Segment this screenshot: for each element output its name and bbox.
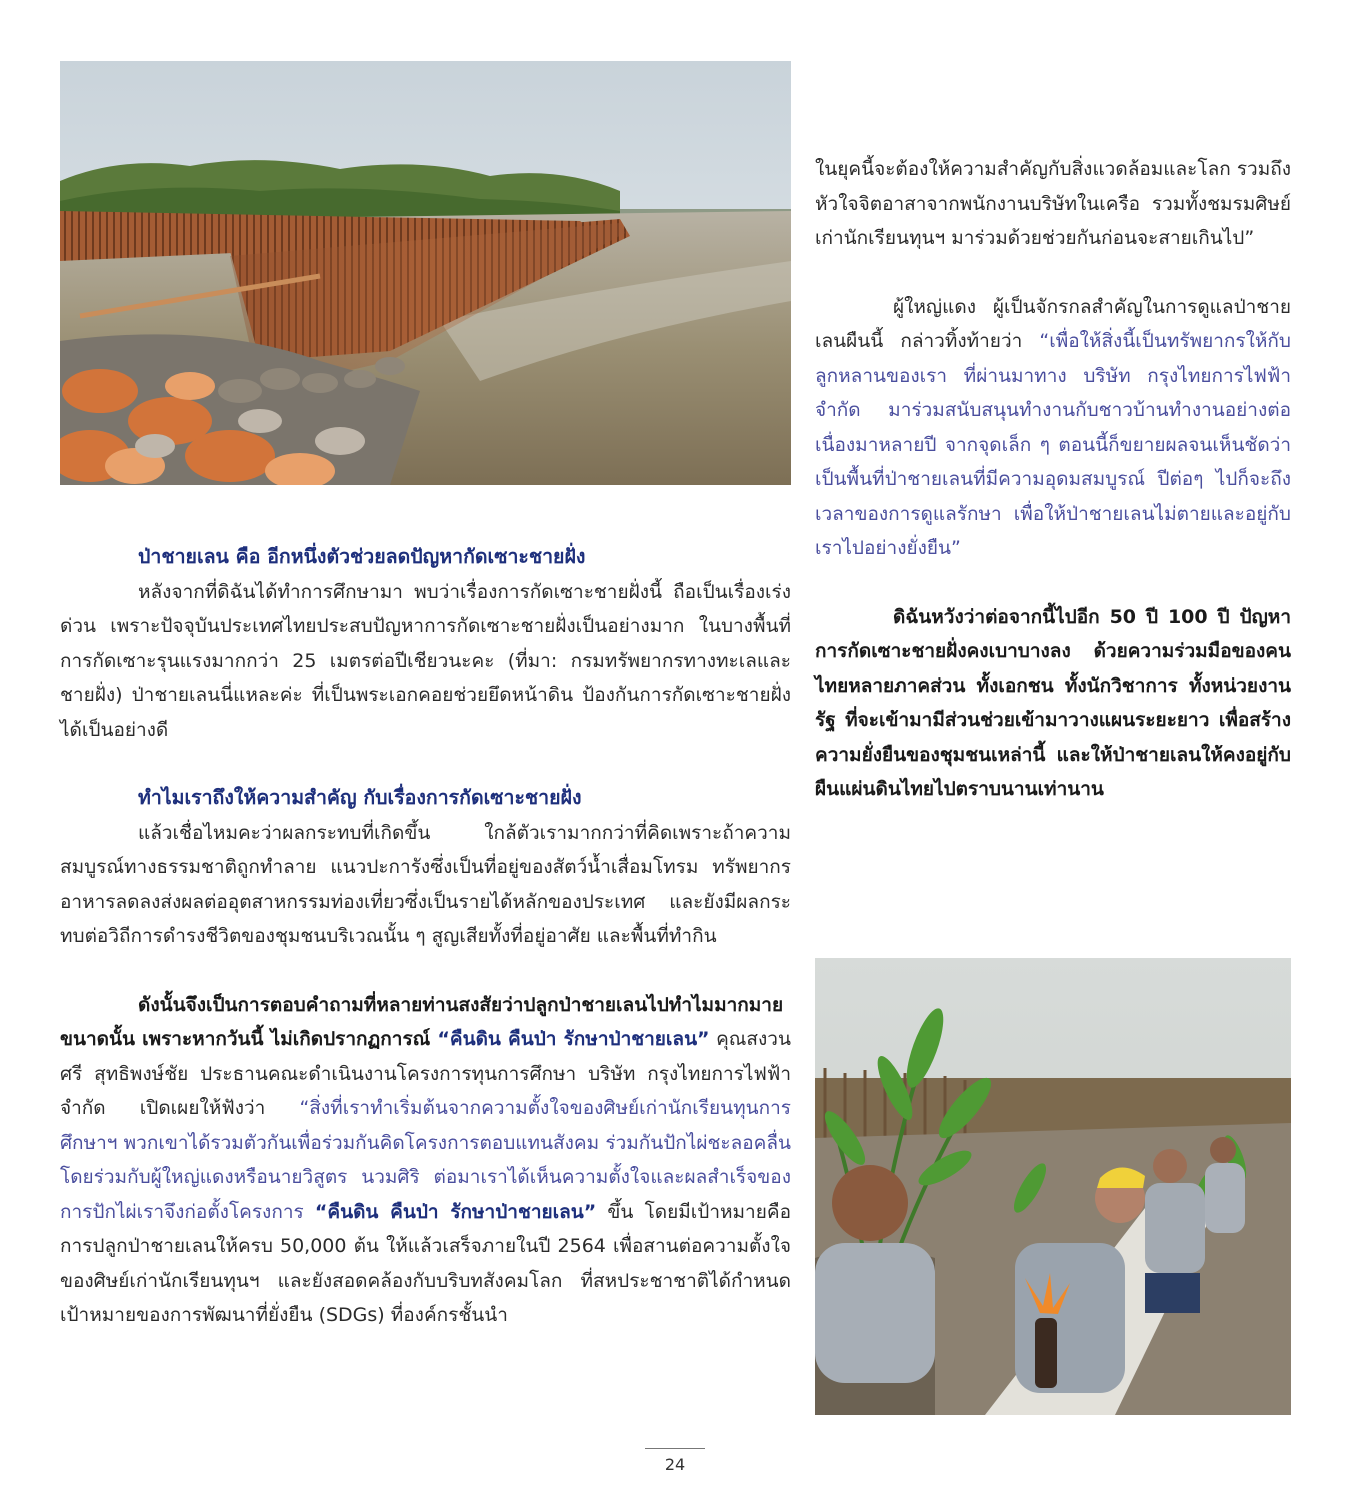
heading-why-important: ทำไมเราถึงให้ความสำคัญ กับเรื่องการกัดเซาะชายฝั่ง	[138, 786, 582, 809]
photo-bamboo-breakwater	[60, 61, 791, 485]
project-name-2: “คืนดิน คืนป่า รักษาป่าชายเลน”	[314, 1200, 597, 1223]
project-quote: “สิ่งที่เราทำเริ่มต้นจากความตั้งใจของศิษย์เก่านักเรียนทุนการศึกษาฯ พวกเขาได้รวมตัวกันเพื่อร่วมกันคิดโครงการตอบแทนสังคม ร่วมกันปักไผ่ชะลอคลื่น โดยร่วมกับผู้ใหญ่แดงหรือนายวิสูตร นวมศิริ ต่อมาเราได้เห็นความตั้งใจและผลสำเร็จของการปักไผ่เราจึงก่อตั้งโครงการ	[60, 1097, 791, 1223]
paragraph-continued: ในยุคนี้จะต้องให้ความสำคัญกับสิ่งแวดล้อมและโลก รวมถึงหัวใจจิตอาสาจากพนักงานบริษัทในเครือ รวมทั้งชมรมศิษย์เก่านักเรียนทุนฯ มาร่วมด้วยช่วยกันก่อนจะสายเกินไป”	[815, 158, 1291, 249]
project-question: ดังนั้นจึงเป็นการตอบคำถามที่หลายท่านสงสัยว่าปลูกป่าชายเลนไปทำไมมากมายขนาดนั้น เพราะหากวันนี้ ไม่เกิดปรากฏการณ์	[60, 993, 784, 1050]
paragraph-village-head	[815, 290, 1291, 566]
project-intro: คุณสงวนศรี สุทธิพงษ์ชัย ประธานคณะดำเนินงานโครงการทุนการศึกษา บริษัท กรุงไทยการไฟฟ้า จำกัด เปิดเผยให้ฟังว่า	[60, 1028, 791, 1119]
village-head-intro: ผู้ใหญ่แดง ผู้เป็นจักรกลสำคัญในการดูแลป่าชายเลนผืนนี้ กล่าวทิ้งท้ายว่า	[815, 295, 1291, 352]
footer-rule	[645, 1448, 705, 1449]
paragraph-conclusion: ดิฉันหวังว่าต่อจากนี้ไปอีก 50 ปี 100 ปี ปัญหาการกัดเซาะชายฝั่งคงเบาบางลง ด้วยความร่วมมือของคนไทยหลายภาคส่วน ทั้งเอกชน ทั้งนักวิชาการ ทั้งหน่วยงานรัฐ ที่จะเข้ามามีส่วนช่วยเข้ามาวางแผนระยะยาว เพื่อสร้างความยั่งยืนของชุมชนเหล่านี้ และให้ป่าชายเลนให้คงอยู่กับผืนแผ่นดินไทยไปตราบนานเท่านาน	[815, 605, 1291, 800]
project-goal: ขึ้น โดยมีเป้าหมายคือการปลูกป่าชายเลนให้ครบ 50,000 ต้น ให้แล้วเสร็จภายในปี 2564 เพื่อสานต่อความตั้งใจของศิษย์เก่านักเรียนทุนฯ และยังสอดคล้องกับบริบทสังคมโลก ที่สหประชาชาติได้กำหนดเป้าหมายของการพัฒนาที่ยั่งยืน (SDGs) ที่องค์กรชั้นนำ	[60, 1200, 791, 1326]
paragraph-study: หลังจากที่ดิฉันได้ทำการศึกษามา พบว่าเรื่องการกัดเซาะชายฝั่งนี้ ถือเป็นเรื่องเร่งด่วน เพราะปัจจุบันประเทศไทยประสบปัญหาการกัดเซาะชายฝั่งเป็นอย่างมาก ในบางพื้นที่การกัดเซาะรุนแรงมากกว่า 25 เมตรต่อปีเชียวนะคะ (ที่มา: กรมทรัพยากรทางทะเลและชายฝั่ง) ป่าชายเลนนี่แหละค่ะ ที่เป็นพระเอกคอยช่วยยึดหน้าดิน ป้องกันการกัดเซาะชายฝั่งได้เป็นอย่างดี	[60, 580, 791, 741]
right-column	[815, 152, 1291, 807]
heading-mangrove-erosion: ป่าชายเลน คือ อีกหนึ่งตัวช่วยลดปัญหากัดเซาะชายฝั่ง	[138, 545, 586, 568]
paragraph-project	[60, 988, 791, 1333]
village-head-quote: “เพื่อให้สิ่งนี้เป็นทรัพยากรให้กับลูกหลานของเรา ที่ผ่านมาทาง บริษัท กรุงไทยการไฟฟ้า จำกัด มาร่วมสนับสนุนทำงานกับชาวบ้านทำงานอย่างต่อเนื่องมาหลายปี จากจุดเล็ก ๆ ตอนนี้ก็ขยายผลจนเห็นชัดว่า เป็นพื้นที่ป่าชายเลนที่มีความอุดมสมบูรณ์ ปีต่อๆ ไปก็จะถึงเวลาของการดูแลรักษา เพื่อให้ป่าชายเลนไม่ตายและอยู่กับเราไปอย่างยั่งยืน”	[815, 330, 1291, 559]
left-column	[60, 540, 791, 1333]
project-name: “คืนดิน คืนป่า รักษาป่าชายเลน”	[437, 1028, 710, 1050]
paragraph-impact: แล้วเชื่อไหมคะว่าผลกระทบที่เกิดขึ้น ใกล้ตัวเรามากกว่าที่คิดเพราะถ้าความสมบูรณ์ทางธรรมชาติถูกทำลาย แนวปะการังซึ่งเป็นที่อยู่ของสัตว์น้ำเสื่อมโทรม ทรัพยากรอาหารลดลงส่งผลต่ออุตสาหกรรมท่องเที่ยวซึ่งเป็นรายได้หลักของประเทศ และยังมีผลกระทบต่อวิถีการดำรงชีวิตของชุมชนบริเวณนั้น ๆ สูญเสียทั้งที่อยู่อาศัย และพื้นที่ทำกิน	[60, 821, 791, 947]
photo-volunteers-planting	[815, 958, 1291, 1415]
page-number: 24	[664, 1455, 686, 1474]
